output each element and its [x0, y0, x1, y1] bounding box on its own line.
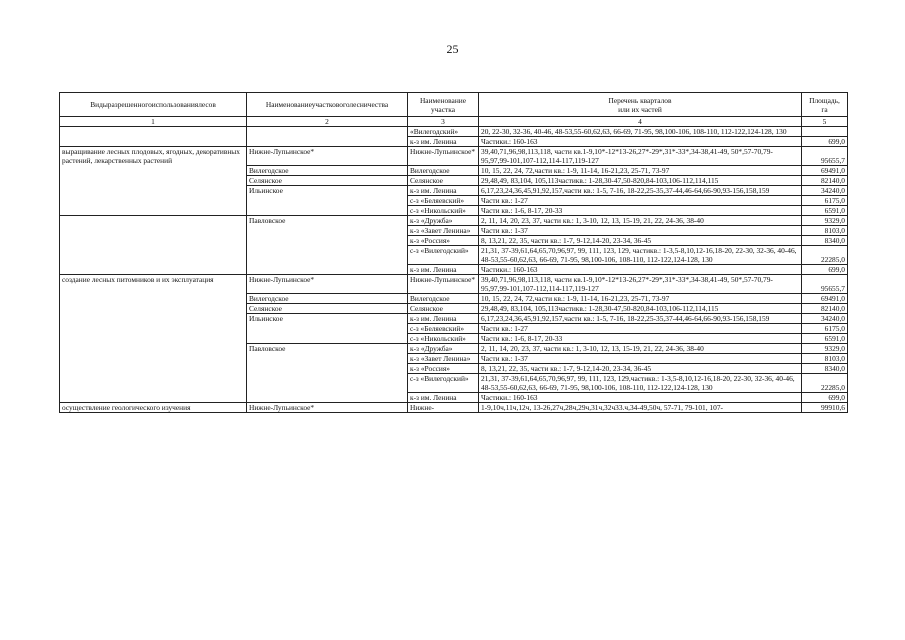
area-cell: 34240,0	[802, 186, 848, 196]
area-cell: 22285,0	[802, 246, 848, 265]
table-row	[60, 147, 848, 166]
quarters-cell: Части кв.: 1-6, 8-17, 20-33	[479, 334, 802, 344]
header-forestry: Наименованиеучастковоголесничества	[247, 93, 408, 117]
table-row	[60, 403, 848, 413]
area-cell: 9329,0	[802, 344, 848, 354]
header-site-line2: участка	[431, 104, 455, 114]
area-cell: 699,0	[802, 137, 848, 147]
header-row	[60, 93, 848, 117]
area-cell: 6591,0	[802, 334, 848, 344]
area-cell: 9329,0	[802, 216, 848, 226]
quarters-cell: 29,48,49, 83,104, 105,113частикв.: 1-28,30-47,50-820,84-103,106-112,114,115	[479, 304, 802, 314]
quarters-cell: 8, 13,21, 22, 35, части кв.: 1-7, 9-12,14-20, 23-34, 36-45	[479, 236, 802, 246]
header-use-type: Видыразрешенногоиспользованиялесов	[60, 93, 247, 117]
quarters-cell: Частики.: 160-163	[479, 393, 802, 403]
site-cell: Селянское	[408, 176, 479, 186]
use-type-cell	[60, 127, 247, 147]
site-cell: Нижне-	[408, 403, 479, 413]
quarters-cell: Части кв.: 1-27	[479, 196, 802, 206]
header-quarters-line2: или их частей	[618, 104, 662, 114]
forestry-cell: Павловское	[247, 344, 408, 403]
forest-use-table	[59, 92, 848, 413]
site-cell: Нижне-Лупьинское*	[408, 275, 479, 294]
header-site	[408, 93, 479, 117]
area-cell: 82140,0	[802, 176, 848, 186]
header-quarters	[479, 93, 802, 117]
site-cell: к-з «Дружба»	[408, 344, 479, 354]
quarters-cell: 20, 22-30, 32-36, 40-46, 48-53,55-60,62,63, 66-69, 71-95, 98,100-106, 108-110, 112-122,124-128, 130	[479, 127, 802, 137]
area-cell: 8340,0	[802, 364, 848, 374]
quarters-cell: Части кв.: 1-37	[479, 354, 802, 364]
quarters-cell: Части кв.: 1-37	[479, 226, 802, 236]
area-cell: 699,0	[802, 393, 848, 403]
quarters-cell: Части кв.: 1-6, 8-17, 20-33	[479, 206, 802, 216]
area-cell: 22285,0	[802, 374, 848, 393]
area-cell: 34240,0	[802, 314, 848, 324]
quarters-cell: Частики.: 160-163	[479, 137, 802, 147]
quarters-cell: 8, 13,21, 22, 35, части кв.: 1-7, 9-12,14-20, 23-34, 36-45	[479, 364, 802, 374]
site-cell: к-з «Россия»	[408, 236, 479, 246]
quarters-cell: Частики.: 160-163	[479, 265, 802, 275]
site-cell: к-з «Завет Ленина»	[408, 226, 479, 236]
header-area-line1: Площадь,	[809, 95, 840, 105]
quarters-cell: 39,40,71,96,98,113,118, части кв.1-9,10*-12*13-26,27*-29*,31*-33*,34-38,41-49, 50*,57-70,79-95,97,99-101,107-112,114-117,119-127	[479, 147, 802, 166]
site-cell: Вилегодское	[408, 294, 479, 304]
header-area-line2: га	[821, 104, 828, 114]
area-cell: 82140,0	[802, 304, 848, 314]
forestry-cell: Ильинское	[247, 186, 408, 216]
forestry-cell: Селянское	[247, 304, 408, 314]
area-cell: 699,0	[802, 265, 848, 275]
area-cell: 99910,6	[802, 403, 848, 413]
use-type-cell: создание лесных питомников и их эксплуатация	[60, 275, 247, 403]
quarters-cell: 6,17,23,24,36,45,91,92,157,части кв.: 1-5, 7-16, 18-22,25-35,37-44,46-64,66-90,93-156,158,159	[479, 314, 802, 324]
forestry-cell: Павловское	[247, 216, 408, 275]
site-cell: к-з «Завет Ленина»	[408, 354, 479, 364]
area-cell: 95655,7	[802, 147, 848, 166]
site-cell: Вилегодское	[408, 166, 479, 176]
site-cell: с-з «Никольский»	[408, 206, 479, 216]
area-cell: 8103,0	[802, 226, 848, 236]
area-cell	[802, 127, 848, 137]
area-cell: 6591,0	[802, 206, 848, 216]
forestry-cell	[247, 127, 408, 147]
area-cell: 69491,0	[802, 294, 848, 304]
forestry-cell: Нижне-Лупьинское*	[247, 275, 408, 294]
forestry-cell: Ильинское	[247, 314, 408, 344]
forestry-cell: Нижне-Лупьинское*	[247, 403, 408, 413]
site-cell: к-з «Дружба»	[408, 216, 479, 226]
column-number-row	[60, 117, 848, 127]
header-quarters-line1: Перечень кварталов	[608, 95, 672, 105]
site-cell: Нижне-Лупьинское*	[408, 147, 479, 166]
table-row	[60, 275, 848, 294]
use-type-cell: выращивание лесных плодовых, ягодных, декоративных растений, лекарственных растений	[60, 147, 247, 216]
use-type-cell: осуществление геологического изучения	[60, 403, 247, 413]
area-cell: 8103,0	[802, 354, 848, 364]
column-number: 1	[60, 117, 247, 127]
header-site-line1: Наименование	[419, 95, 467, 105]
quarters-cell: 10, 15, 22, 24, 72,части кв.: 1-9, 11-14, 16-21,23, 25-71, 73-97	[479, 166, 802, 176]
site-cell: с-з «Беляевский»	[408, 196, 479, 206]
quarters-cell: 21,31, 37-39,61,64,65,70,96,97, 99, 111, 123, 129,частикв.: 1-3,5-8,10,12-16,18-20, 22-30, 32-36, 40-46, 48-53,55-60,62,63, 66-69, 71-95, 98,100-106, 108-110, 112-122,124-128, 130	[479, 374, 802, 393]
site-cell: к-з им. Ленина	[408, 265, 479, 275]
site-cell: с-з «Вилегодский»	[408, 246, 479, 265]
quarters-cell: 6,17,23,24,36,45,91,92,157,части кв.: 1-5, 7-16, 18-22,25-35,37-44,46-64,66-90,93-156,158,159	[479, 186, 802, 196]
area-cell: 8340,0	[802, 236, 848, 246]
area-cell: 6175,0	[802, 196, 848, 206]
forestry-cell: Нижне-Лупьинское*	[247, 147, 408, 166]
table-row	[60, 127, 848, 137]
site-cell: Селянское	[408, 304, 479, 314]
forestry-cell: Селянское	[247, 176, 408, 186]
area-cell: 69491,0	[802, 166, 848, 176]
header-area	[802, 93, 848, 117]
page-number: 25	[446, 42, 459, 56]
quarters-cell: 39,40,71,96,98,113,118, части кв.1-9,10*-12*13-26,27*-29*,31*-33*,34-38,41-49, 50*,57-70,79-95,97,99-101,107-112,114-117,119-127	[479, 275, 802, 294]
site-cell: к-з им. Ленина	[408, 314, 479, 324]
site-cell: с-з «Вилегодский»	[408, 374, 479, 393]
site-cell: с-з «Никольский»	[408, 334, 479, 344]
forestry-cell: Вилегодское	[247, 294, 408, 304]
site-cell: «Вилегодский»	[408, 127, 479, 137]
column-number: 3	[408, 117, 479, 127]
quarters-cell: 1-9,10ч,11ч,12ч, 13-26,27ч,28ч,29ч,31ч,32ч33.ч,34-49,50ч, 57-71, 79-101, 107-	[479, 403, 802, 413]
area-cell: 95655,7	[802, 275, 848, 294]
site-cell: к-з им. Ленина	[408, 393, 479, 403]
column-number: 5	[802, 117, 848, 127]
quarters-cell: 10, 15, 22, 24, 72,части кв.: 1-9, 11-14, 16-21,23, 25-71, 73-97	[479, 294, 802, 304]
area-cell: 6175,0	[802, 324, 848, 334]
forestry-cell: Вилегодское	[247, 166, 408, 176]
quarters-cell: Части кв.: 1-27	[479, 324, 802, 334]
table-row	[60, 216, 848, 226]
site-cell: к-з им. Ленина	[408, 137, 479, 147]
quarters-cell: 29,48,49, 83,104, 105,113частикв.: 1-28,30-47,50-820,84-103,106-112,114,115	[479, 176, 802, 186]
quarters-cell: 2, 11, 14, 20, 23, 37, части кв.: 1, 3-10, 12, 13, 15-19, 21, 22, 24-36, 38-40	[479, 344, 802, 354]
quarters-cell: 2, 11, 14, 20, 23, 37, части кв.: 1, 3-10, 12, 13, 15-19, 21, 22, 24-36, 38-40	[479, 216, 802, 226]
site-cell: к-з им. Ленина	[408, 186, 479, 196]
site-cell: с-з «Беляевский»	[408, 324, 479, 334]
site-cell: к-з «Россия»	[408, 364, 479, 374]
quarters-cell: 21,31, 37-39,61,64,65,70,96,97, 99, 111, 123, 129, частикв.: 1-3,5-8,10,12-16,18-20, 22-30, 32-36, 40-46, 48-53,55-60,62,63, 66-69, 71-95, 98,100-106, 108-110, 112-122,124-128, 130	[479, 246, 802, 265]
use-type-cell	[60, 216, 247, 275]
column-number: 4	[479, 117, 802, 127]
column-number: 2	[247, 117, 408, 127]
